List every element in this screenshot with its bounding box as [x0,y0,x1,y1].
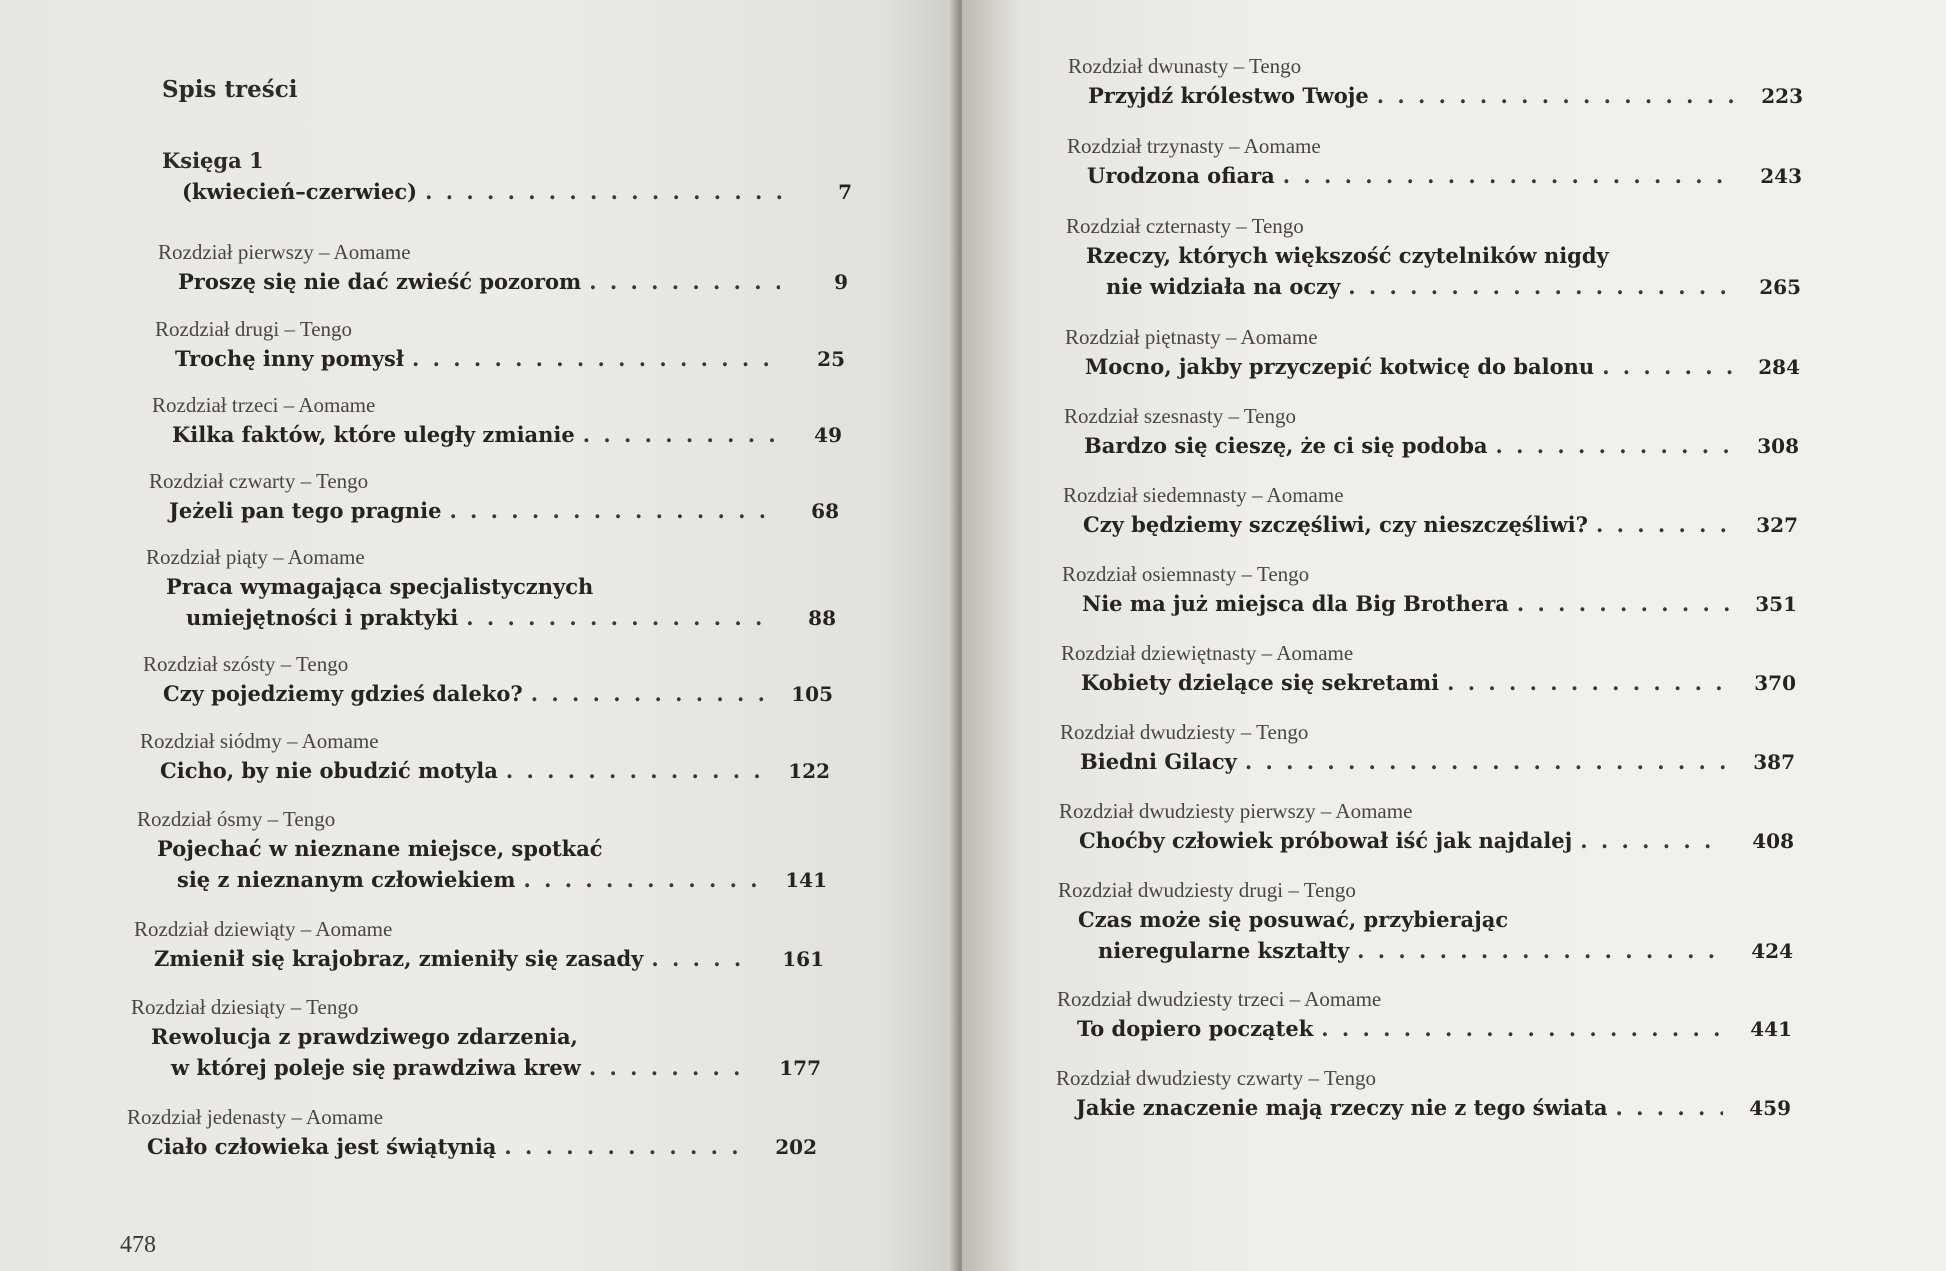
chapter-label: Rozdział osiemnasty – Tengo [1062,562,1310,586]
chapter-label: Rozdział dwudziesty pierwszy – Aomame [1059,799,1413,823]
page-number: 441 [1750,1017,1792,1041]
page-number: 408 [1752,829,1794,853]
dot-leader [1496,430,1732,461]
dot-leader [589,1052,753,1083]
toc-entry [149,467,839,527]
toc-entry [1066,212,1801,303]
chapter-title-line1: Rzeczy, których większość czytelników nigdy [1086,243,1609,268]
chapter-title-line1: Praca wymagająca specjalistycznych [166,574,594,599]
page-number: 49 [814,423,842,447]
chapter-title-line1: Rewolucja z prawdziwego zdarzenia, [151,1024,578,1049]
dot-leader [523,864,759,895]
page-number: 284 [1758,355,1800,379]
chapter-title: nie widziała na oczy [1106,274,1341,299]
dot-leader [1245,746,1727,777]
title-row [137,833,827,864]
dot-leader [466,602,768,633]
chapter-title: Zmienił się krajobraz, zmieniły się zasady [154,946,644,971]
chapter-label: Rozdział drugi – Tengo [155,317,353,341]
title-row [1063,509,1798,541]
title-row [1058,904,1793,935]
dot-leader [1447,667,1728,698]
title-row [127,1131,817,1163]
toc-entry [1059,797,1794,857]
page-number: 351 [1755,592,1797,616]
title-row [140,755,830,787]
page-number: 308 [1757,434,1799,458]
book-1-label: Księga 1 [162,148,264,173]
chapter-label: Rozdział dwudziesty – Tengo [1060,720,1309,744]
dot-leader [589,266,780,297]
chapter-label: Rozdział dwudziesty czwarty – Tengo [1056,1066,1377,1090]
book-1-subtitle-row [162,176,852,208]
chapter-title: nieregularne kształty [1098,938,1350,963]
chapter-title: Choćby człowiek próbował iść jak najdalej [1079,828,1573,853]
title-row [1056,1092,1791,1124]
dot-leader [1357,935,1725,966]
book-1-entry [162,146,852,208]
chapter-label: Rozdział szósty – Tengo [143,652,349,676]
title-row [1059,825,1794,857]
chapter-label: Rozdział siedemnasty – Aomame [1063,483,1344,507]
title-row [1067,160,1802,192]
dot-leader [1596,509,1730,540]
dot-leader [506,755,762,786]
chapter-title: Czy pojedziemy gdzieś daleko? [163,681,523,706]
page-number: 177 [779,1056,821,1080]
chapter-label: Rozdział czwarty – Tengo [149,469,369,493]
dot-leader [425,176,784,207]
dot-leader [1602,351,1732,382]
page-number: 105 [791,682,833,706]
title-row [1058,935,1793,967]
chapter-label: Rozdział szesnasty – Tengo [1064,404,1297,428]
page-number: 202 [775,1135,817,1159]
chapter-title: Biedni Gilacy [1080,749,1237,774]
page-number: 68 [811,499,839,523]
toc-entry [152,391,842,451]
chapter-label: Rozdział trzynasty – Aomame [1067,134,1321,158]
chapter-title: umiejętności i praktyki [186,605,459,630]
toc-entry [1064,402,1799,462]
page-number: 424 [1751,939,1793,963]
chapter-title: Proszę się nie dać zwieść pozorom [178,269,582,294]
chapter-label: Rozdział jedenasty – Aomame [127,1105,384,1129]
toc-entry [140,727,830,787]
title-row [146,571,836,602]
chapter-label: Rozdział dwudziesty trzeci – Aomame [1057,987,1382,1011]
chapter-title: Kilka faktów, które uległy zmianie [172,422,575,447]
dot-leader [1615,1092,1723,1123]
chapter-title-line1: Pojechać w nieznane miejsce, spotkać [157,836,603,861]
title-row [1060,746,1795,778]
toc-entry [1067,132,1802,192]
chapter-title: Ciało człowieka jest świątynią [147,1134,497,1159]
chapter-title: Trochę inny pomysł [175,346,404,371]
dot-leader [1377,80,1735,111]
page-number: 141 [785,868,827,892]
toc-entry [155,315,845,375]
book-1-subtitle: (kwiecień–czerwiec) [182,179,418,204]
title-row [1065,351,1800,383]
title-row [149,495,839,527]
title-row [155,343,845,375]
toc-entry [1058,876,1793,967]
toc-entry [1056,1064,1791,1124]
toc-entry [137,805,827,896]
title-row [1061,667,1796,699]
toc-entry [1060,718,1795,778]
dot-leader [1580,825,1726,856]
page-number: 459 [1749,1096,1791,1120]
chapter-label: Rozdział dziesiąty – Tengo [131,995,359,1019]
page-folio: 478 [120,1232,156,1258]
chapter-title: Jeżeli pan tego pragnie [169,498,442,523]
chapter-label: Rozdział siódmy – Aomame [140,729,379,753]
chapter-title: Jakie znaczenie mają rzeczy nie z tego świata [1076,1095,1608,1120]
toc-entry [134,915,824,975]
toc-entry [131,993,821,1084]
chapter-title: Przyjdź królestwo Twoje [1088,83,1369,108]
chapter-title: w której poleje się prawdziwa krew [171,1055,581,1080]
title-row [152,419,842,451]
page-number: 161 [782,947,824,971]
page-number: 122 [788,759,830,783]
chapter-title: Czy będziemy szczęśliwi, czy nieszczęśliwi? [1083,512,1588,537]
dot-leader [449,495,771,526]
chapter-title: Nie ma już miejsca dla Big Brothera [1082,591,1509,616]
chapter-label: Rozdział dwunasty – Tengo [1068,54,1302,78]
toc-entry [158,238,848,298]
chapter-label: Rozdział dziewiąty – Aomame [134,917,393,941]
chapter-label: Rozdział czternasty – Tengo [1066,214,1304,238]
title-row [137,864,827,896]
chapter-title: Cicho, by nie obudzić motyla [160,758,498,783]
dot-leader [1283,160,1734,191]
right-page [962,0,1946,1271]
dot-leader [1517,588,1729,619]
title-row [1068,80,1803,112]
title-row [131,1052,821,1084]
toc-entry [146,543,836,634]
toc-entry [127,1103,817,1163]
toc-entry [1063,481,1798,541]
title-row [1062,588,1797,620]
chapter-label: Rozdział piętnasty – Aomame [1065,325,1318,349]
title-row [158,266,848,298]
toc-heading: Spis treści [162,76,298,103]
dot-leader [651,943,756,974]
chapter-label: Rozdział dziewiętnasty – Aomame [1061,641,1354,665]
chapter-title: Kobiety dzielące się sekretami [1081,670,1440,695]
page-number: 387 [1753,750,1795,774]
title-row [1066,271,1801,303]
page-number: 243 [1760,164,1802,188]
page-number: 223 [1761,84,1803,108]
toc-entry [1062,560,1797,620]
chapter-label: Rozdział piąty – Aomame [146,545,365,569]
chapter-title-line1: Czas może się posuwać, przybierając [1078,907,1509,932]
chapter-title: się z nieznanym człowiekiem [177,867,516,892]
toc-entry [1068,52,1803,112]
chapter-label: Rozdział dwudziesty drugi – Tengo [1058,878,1356,902]
dot-leader [583,419,774,450]
chapter-label: Rozdział ósmy – Tengo [137,807,336,831]
dot-leader [504,1131,749,1162]
dot-leader [1348,271,1733,302]
title-row [146,602,836,634]
page-number: 7 [838,180,852,204]
page-number: 265 [1759,275,1801,299]
title-row [131,1021,821,1052]
left-page [0,0,955,1271]
chapter-label: Rozdział trzeci – Aomame [152,393,376,417]
page-number: 370 [1754,671,1796,695]
toc-entry [1057,985,1792,1045]
page-number: 9 [834,270,848,294]
title-row [1064,430,1799,462]
title-row [1066,240,1801,271]
dot-leader [531,678,765,709]
chapter-title: Mocno, jakby przyczepić kotwicę do balonu [1085,354,1595,379]
chapter-title: Urodzona ofiara [1087,163,1275,188]
page-number: 25 [817,347,845,371]
dot-leader [412,343,777,374]
page-number: 327 [1756,513,1798,537]
chapter-title: Bardzo się cieszę, że ci się podoba [1084,433,1488,458]
dot-leader [1321,1013,1724,1044]
title-row [1057,1013,1792,1045]
toc-entry [1061,639,1796,699]
chapter-title: To dopiero początek [1077,1016,1314,1041]
toc-entry [1065,323,1800,383]
title-row [134,943,824,975]
chapter-label: Rozdział pierwszy – Aomame [158,240,411,264]
toc-entry [143,650,833,710]
title-row [143,678,833,710]
page-number: 88 [808,606,836,630]
